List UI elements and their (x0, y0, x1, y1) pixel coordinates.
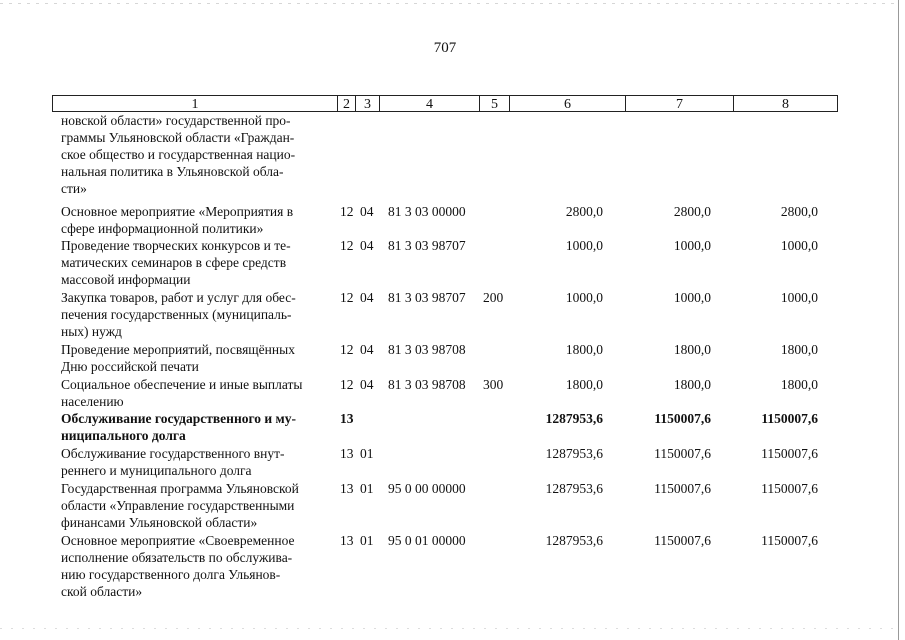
cell-c6: 2800,0 (565, 204, 603, 219)
description-line: массовой информации (61, 272, 191, 287)
header-col-4: 4 (380, 95, 480, 112)
cell-c8: 1150007,6 (761, 411, 818, 426)
cell-c2: 12 (340, 238, 354, 253)
cell-c4: 81 3 03 98708 (388, 342, 466, 357)
description-line: Дню российской печати (61, 359, 199, 374)
description-line: области «Управление государственными (61, 498, 295, 513)
description-line: Основное мероприятие «Мероприятия в (61, 204, 294, 219)
cell-c8: 1000,0 (780, 290, 818, 305)
header-col-5: 5 (480, 95, 510, 112)
description-line: Социальное обеспечение и иные выплаты (61, 377, 303, 392)
description-line: Обслуживание государственного и му- (61, 411, 296, 426)
description-line: Основное мероприятие «Своевременное (61, 533, 295, 548)
cell-c7: 2800,0 (673, 204, 711, 219)
cell-c2: 13 (340, 446, 354, 461)
cell-c4: 95 0 01 00000 (388, 533, 466, 548)
cell-c3: 01 (360, 533, 374, 548)
cell-c2: 12 (340, 290, 354, 305)
row-description (61, 112, 333, 197)
row-description (61, 480, 333, 531)
header-col-6: 6 (510, 95, 626, 112)
cell-c8: 2800,0 (780, 204, 818, 219)
cell-c8: 1800,0 (780, 377, 818, 392)
description-line: сти» (61, 181, 87, 196)
cell-c2: 12 (340, 204, 354, 219)
row-description (61, 289, 333, 340)
description-line: исполнение обязательств по обслужива- (61, 550, 293, 565)
cell-c7: 1800,0 (673, 377, 711, 392)
cell-c2: 13 (340, 481, 354, 496)
cell-c6: 1000,0 (565, 238, 603, 253)
cell-c6: 1287953,6 (545, 533, 603, 548)
header-col-7: 7 (626, 95, 734, 112)
cell-c3: 01 (360, 446, 374, 461)
cell-c3: 04 (360, 238, 374, 253)
cell-c2: 12 (340, 377, 354, 392)
row-description (61, 237, 333, 288)
scan-artifact-top (0, 3, 900, 4)
row-description (61, 445, 333, 479)
row-description (61, 341, 333, 375)
description-line: печения государственных (муниципаль- (61, 307, 292, 322)
cell-c4: 81 3 03 98707 (388, 238, 466, 253)
header-col-1: 1 (52, 95, 338, 112)
row-description (61, 532, 333, 600)
description-line: Государственная программа Ульяновской (61, 481, 299, 496)
description-line: ское общество и государственная нацио- (61, 147, 296, 162)
cell-c7: 1000,0 (673, 290, 711, 305)
scan-artifact-bottom (0, 628, 900, 629)
cell-c3: 04 (360, 342, 374, 357)
description-line: Проведение мероприятий, посвящённых (61, 342, 295, 357)
cell-c7: 1000,0 (673, 238, 711, 253)
cell-c7: 1150007,6 (654, 446, 711, 461)
description-line: ниципального долга (61, 428, 186, 443)
cell-c3: 04 (360, 290, 374, 305)
cell-c6: 1287953,6 (545, 411, 603, 426)
header-col-2: 2 (338, 95, 356, 112)
cell-c6: 1000,0 (565, 290, 603, 305)
description-line: реннего и муниципального долга (61, 463, 252, 478)
cell-c6: 1800,0 (565, 342, 603, 357)
cell-c6: 1800,0 (565, 377, 603, 392)
cell-c4: 81 3 03 00000 (388, 204, 466, 219)
cell-c6: 1287953,6 (545, 446, 603, 461)
row-description (61, 376, 333, 410)
cell-c7: 1150007,6 (654, 411, 711, 426)
cell-c5: 300 (483, 377, 504, 392)
cell-c7: 1800,0 (673, 342, 711, 357)
cell-c7: 1150007,6 (654, 533, 711, 548)
description-line: финансами Ульяновской области» (61, 515, 258, 530)
description-line: Обслуживание государственного внут- (61, 446, 285, 461)
cell-c8: 1150007,6 (761, 481, 818, 496)
description-line: нальная политика в Ульяновской обла- (61, 164, 284, 179)
cell-c3: 01 (360, 481, 374, 496)
cell-c2: 12 (340, 342, 354, 357)
header-col-3: 3 (356, 95, 380, 112)
cell-c3: 04 (360, 204, 374, 219)
header-col-8: 8 (734, 95, 838, 112)
description-line: сфере информационной политики» (61, 221, 264, 236)
cell-c4: 95 0 00 00000 (388, 481, 466, 496)
row-description (61, 203, 333, 237)
description-line: матических семинаров в сфере средств (61, 255, 287, 270)
cell-c8: 1000,0 (780, 238, 818, 253)
cell-c8: 1150007,6 (761, 446, 818, 461)
cell-c5: 200 (483, 290, 504, 305)
page-number: 707 (433, 40, 457, 56)
scan-page-edge (898, 0, 899, 640)
row-description (61, 410, 333, 444)
description-line: ской области» (61, 584, 143, 599)
cell-c4: 81 3 03 98707 (388, 290, 466, 305)
cell-c6: 1287953,6 (545, 481, 603, 496)
cell-c4: 81 3 03 98708 (388, 377, 466, 392)
description-line: новской области» государственной про- (61, 113, 291, 128)
cell-c2: 13 (340, 411, 354, 426)
description-line: населению (61, 394, 124, 409)
cell-c7: 1150007,6 (654, 481, 711, 496)
cell-c3: 04 (360, 377, 374, 392)
description-line: Проведение творческих конкурсов и те- (61, 238, 291, 253)
description-line: Закупка товаров, работ и услуг для обес- (61, 290, 296, 305)
description-line: граммы Ульяновской области «Граждан- (61, 130, 295, 145)
cell-c8: 1800,0 (780, 342, 818, 357)
cell-c2: 13 (340, 533, 354, 548)
description-line: ных) нужд (61, 324, 122, 339)
cell-c8: 1150007,6 (761, 533, 818, 548)
description-line: нию государственного долга Ульянов- (61, 567, 281, 582)
